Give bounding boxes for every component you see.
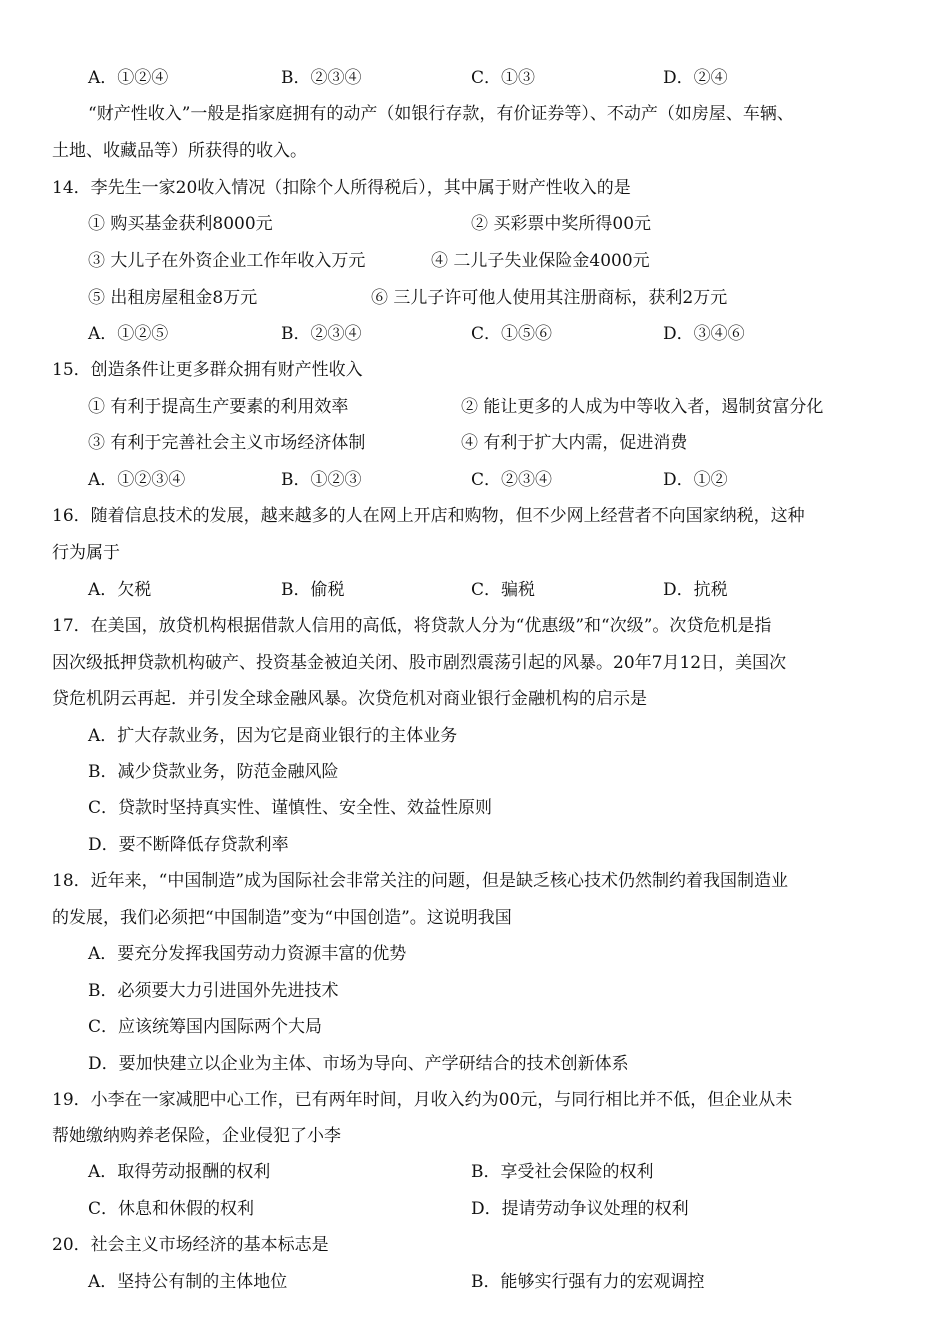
q15-option-b: B．①②③	[281, 470, 362, 490]
q18-stem-line-1: 18．近年来，“中国制造”成为国际社会非常关注的问题，但是缺乏核心技术仍然制约着我国制造业	[52, 871, 789, 891]
q14-item-2: ② 买彩票中奖所得00元	[471, 214, 652, 234]
q13-option-c: C．①③	[471, 68, 536, 88]
q15-item-3: ③ 有利于完善社会主义市场经济体制	[88, 433, 366, 453]
q20-option-b: B．能够实行强有力的宏观调控	[471, 1272, 705, 1292]
q14-item-5: ⑤ 出租房屋租金8万元	[88, 288, 258, 308]
q15-option-a: A．①②③④	[88, 470, 186, 490]
q18-stem-line-2: 的发展，我们必须把“中国制造”变为“中国创造”。这说明我国	[52, 908, 512, 928]
q20-option-a: A．坚持公有制的主体地位	[88, 1272, 288, 1292]
q19-option-d: D．提请劳动争议处理的权利	[471, 1199, 689, 1219]
q14-option-c: C．①⑤⑥	[471, 324, 553, 344]
q14-item-1: ① 购买基金获利8000元	[88, 214, 273, 234]
q13-option-a: A．①②④	[88, 68, 169, 88]
q14-item-4: ④ 二儿子失业保险金4000元	[431, 251, 650, 271]
q17-option-d: D．要不断降低存贷款利率	[88, 835, 289, 855]
q14-stem: 14．李先生一家20收入情况（扣除个人所得税后），其中属于财产性收入的是	[52, 178, 631, 198]
q13-option-b: B．②③④	[281, 68, 362, 88]
q19-option-a: A．取得劳动报酬的权利	[88, 1162, 271, 1182]
q14-option-a: A．①②⑤	[88, 324, 169, 344]
q16-option-c: C．骗税	[471, 580, 536, 600]
intro-line-1: “财产性收入”一般是指家庭拥有的动产（如银行存款，有价证券等）、不动产（如房屋、车辆、	[88, 104, 794, 124]
q14-item-3: ③ 大儿子在外资企业工作年收入万元	[88, 251, 366, 271]
q16-option-b: B．偷税	[281, 580, 345, 600]
q16-stem-line-2: 行为属于	[52, 543, 120, 563]
q14-option-d: D．③④⑥	[663, 324, 745, 344]
q14-item-6: ⑥ 三儿子许可他人使用其注册商标，获利2万元	[371, 288, 728, 308]
q15-item-1: ① 有利于提高生产要素的利用效率	[88, 397, 349, 417]
q18-option-b: B．必须要大力引进国外先进技术	[88, 981, 339, 1001]
q17-option-c: C．贷款时坚持真实性、谨慎性、安全性、效益性原则	[88, 798, 493, 818]
q19-stem-line-1: 19．小李在一家减肥中心工作，已有两年时间，月收入约为00元，与同行相比并不低，但企业从未	[52, 1090, 793, 1110]
q17-stem-line-1: 17．在美国，放贷机构根据借款人信用的高低，将贷款人分为“优惠级”和“次级”。次贷危机是指	[52, 616, 772, 636]
q16-stem-line-1: 16．随着信息技术的发展，越来越多的人在网上开店和购物，但不少网上经营者不向国家纳税，这种	[52, 506, 805, 526]
q19-stem-line-2: 帮她缴纳购养老保险，企业侵犯了小李	[52, 1126, 341, 1146]
q15-option-d: D．①②	[663, 470, 728, 490]
q15-item-4: ④ 有利于扩大内需，促进消费	[461, 433, 688, 453]
q15-item-2: ② 能让更多的人成为中等收入者，遏制贫富分化	[461, 397, 824, 417]
q17-option-b: B．减少贷款业务，防范金融风险	[88, 762, 339, 782]
q15-stem: 15．创造条件让更多群众拥有财产性收入	[52, 360, 363, 380]
q17-stem-line-3: 贷危机阴云再起．并引发全球金融风暴。次贷危机对商业银行金融机构的启示是	[52, 689, 647, 709]
intro-line-2: 土地、收藏品等）所获得的收入。	[52, 141, 307, 161]
q16-option-a: A．欠税	[88, 580, 152, 600]
q13-option-d: D．②④	[663, 68, 728, 88]
q14-option-b: B．②③④	[281, 324, 362, 344]
q18-option-a: A．要充分发挥我国劳动力资源丰富的优势	[88, 944, 407, 964]
q18-option-d: D．要加快建立以企业为主体、市场为导向、产学研结合的技术创新体系	[88, 1054, 629, 1074]
q18-option-c: C．应该统筹国内国际两个大局	[88, 1017, 323, 1037]
q19-option-b: B．享受社会保险的权利	[471, 1162, 654, 1182]
q17-stem-line-2: 因次级抵押贷款机构破产、投资基金被迫关闭、股市剧烈震荡引起的风暴。20年7月12日，美国次	[52, 653, 787, 673]
q15-option-c: C．②③④	[471, 470, 553, 490]
q19-option-c: C．休息和休假的权利	[88, 1199, 255, 1219]
q17-option-a: A．扩大存款业务，因为它是商业银行的主体业务	[88, 726, 458, 746]
q16-option-d: D．抗税	[663, 580, 728, 600]
q20-stem: 20．社会主义市场经济的基本标志是	[52, 1235, 329, 1255]
